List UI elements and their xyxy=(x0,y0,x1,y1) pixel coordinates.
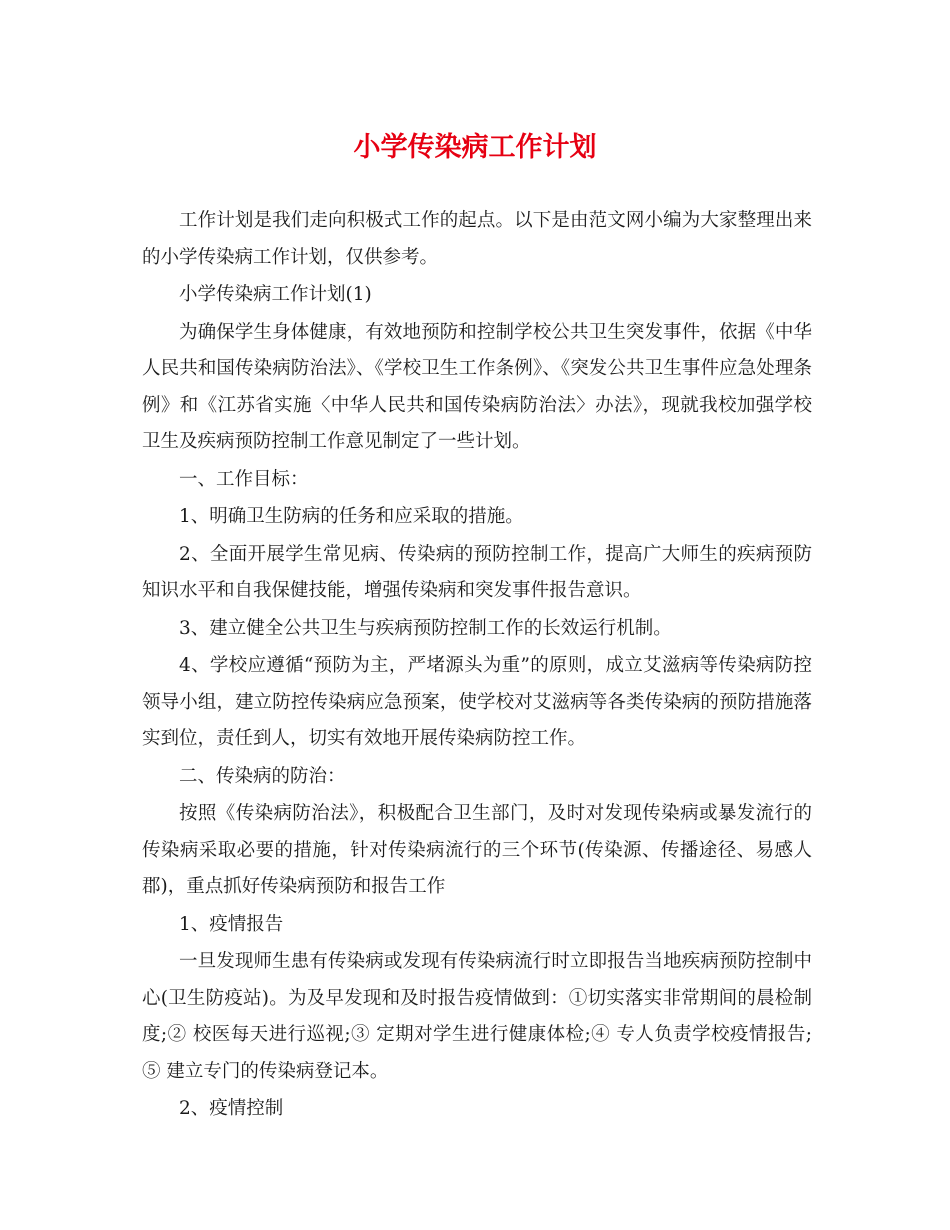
list-item-goal-3: 3、建立健全公共卫生与疾病预防控制工作的长效运行机制。 xyxy=(179,617,672,639)
section-heading-prevention: 二、传染病的防治： xyxy=(179,765,346,787)
paragraph-intro: 工作计划是我们走向积极式工作的起点。以下是由范文网小编为大家整理出来的小学传染病工作计划，仅供参考。 xyxy=(142,210,812,268)
subheading-epidemic-control: 2、疫情控制 xyxy=(179,1098,284,1119)
subheading-epidemic-report: 1、疫情报告 xyxy=(179,913,284,935)
paragraph-purpose: 为确保学生身体健康，有效地预防和控制学校公共卫生突发事件，依据《中华人民共和国传染病防治法》、《学校卫生工作条例》、《突发公共卫生事件应急处理条例》和《江苏省实施〈中华人民共和国传染病防治法〉办法》，现就我校加强学校卫生及疾病预防控制工作意见制定了一些计划。 xyxy=(142,321,812,452)
list-item-goal-4: 4、学校应遵循“预防为主，严堵源头为重”的原则，成立艾滋病等传染病防控领导小组，建立防控传染病应急预案，使学校对艾滋病等各类传染病的预防措施落实到位，责任到人，切实有效地开展传染病防控工作。 xyxy=(142,655,812,749)
paragraph-prevention: 按照《传染病防治法》，积极配合卫生部门，及时对发现传染病或暴发流行的传染病采取必要的措施，针对传染病流行的三个环节(传染源、传播途径、易感人郡)，重点抓好传染病预防和报告工作 xyxy=(142,803,812,897)
list-item-goal-1: 1、明确卫生防病的任务和应采取的措施。 xyxy=(179,506,524,527)
section-heading-goals: 一、工作目标： xyxy=(179,468,309,490)
paragraph-plan-heading: 小学传染病工作计划(1) xyxy=(179,284,372,305)
paragraph-epidemic-report: 一旦发现师生患有传染病或发现有传染病流行时立即报告当地疾病预防控制中心(卫生防疫站)。为及早发现和及时报告疫情做到：①切实落实非常期间的晨检制度;② 校医每天进行巡视;③ 定期对学生进行健康体检;④ 专人负责学校疫情报告;⑤ 建立专门的传染病登记本。 xyxy=(142,951,812,1082)
list-item-goal-2: 2、全面开展学生常见病、传染病的预防控制工作，提高广大师生的疾病预防知识水平和自我保健技能，增强传染病和突发事件报告意识。 xyxy=(142,543,812,601)
document-body xyxy=(142,203,812,1129)
document-title: 小学传染病工作计划 xyxy=(353,132,597,163)
